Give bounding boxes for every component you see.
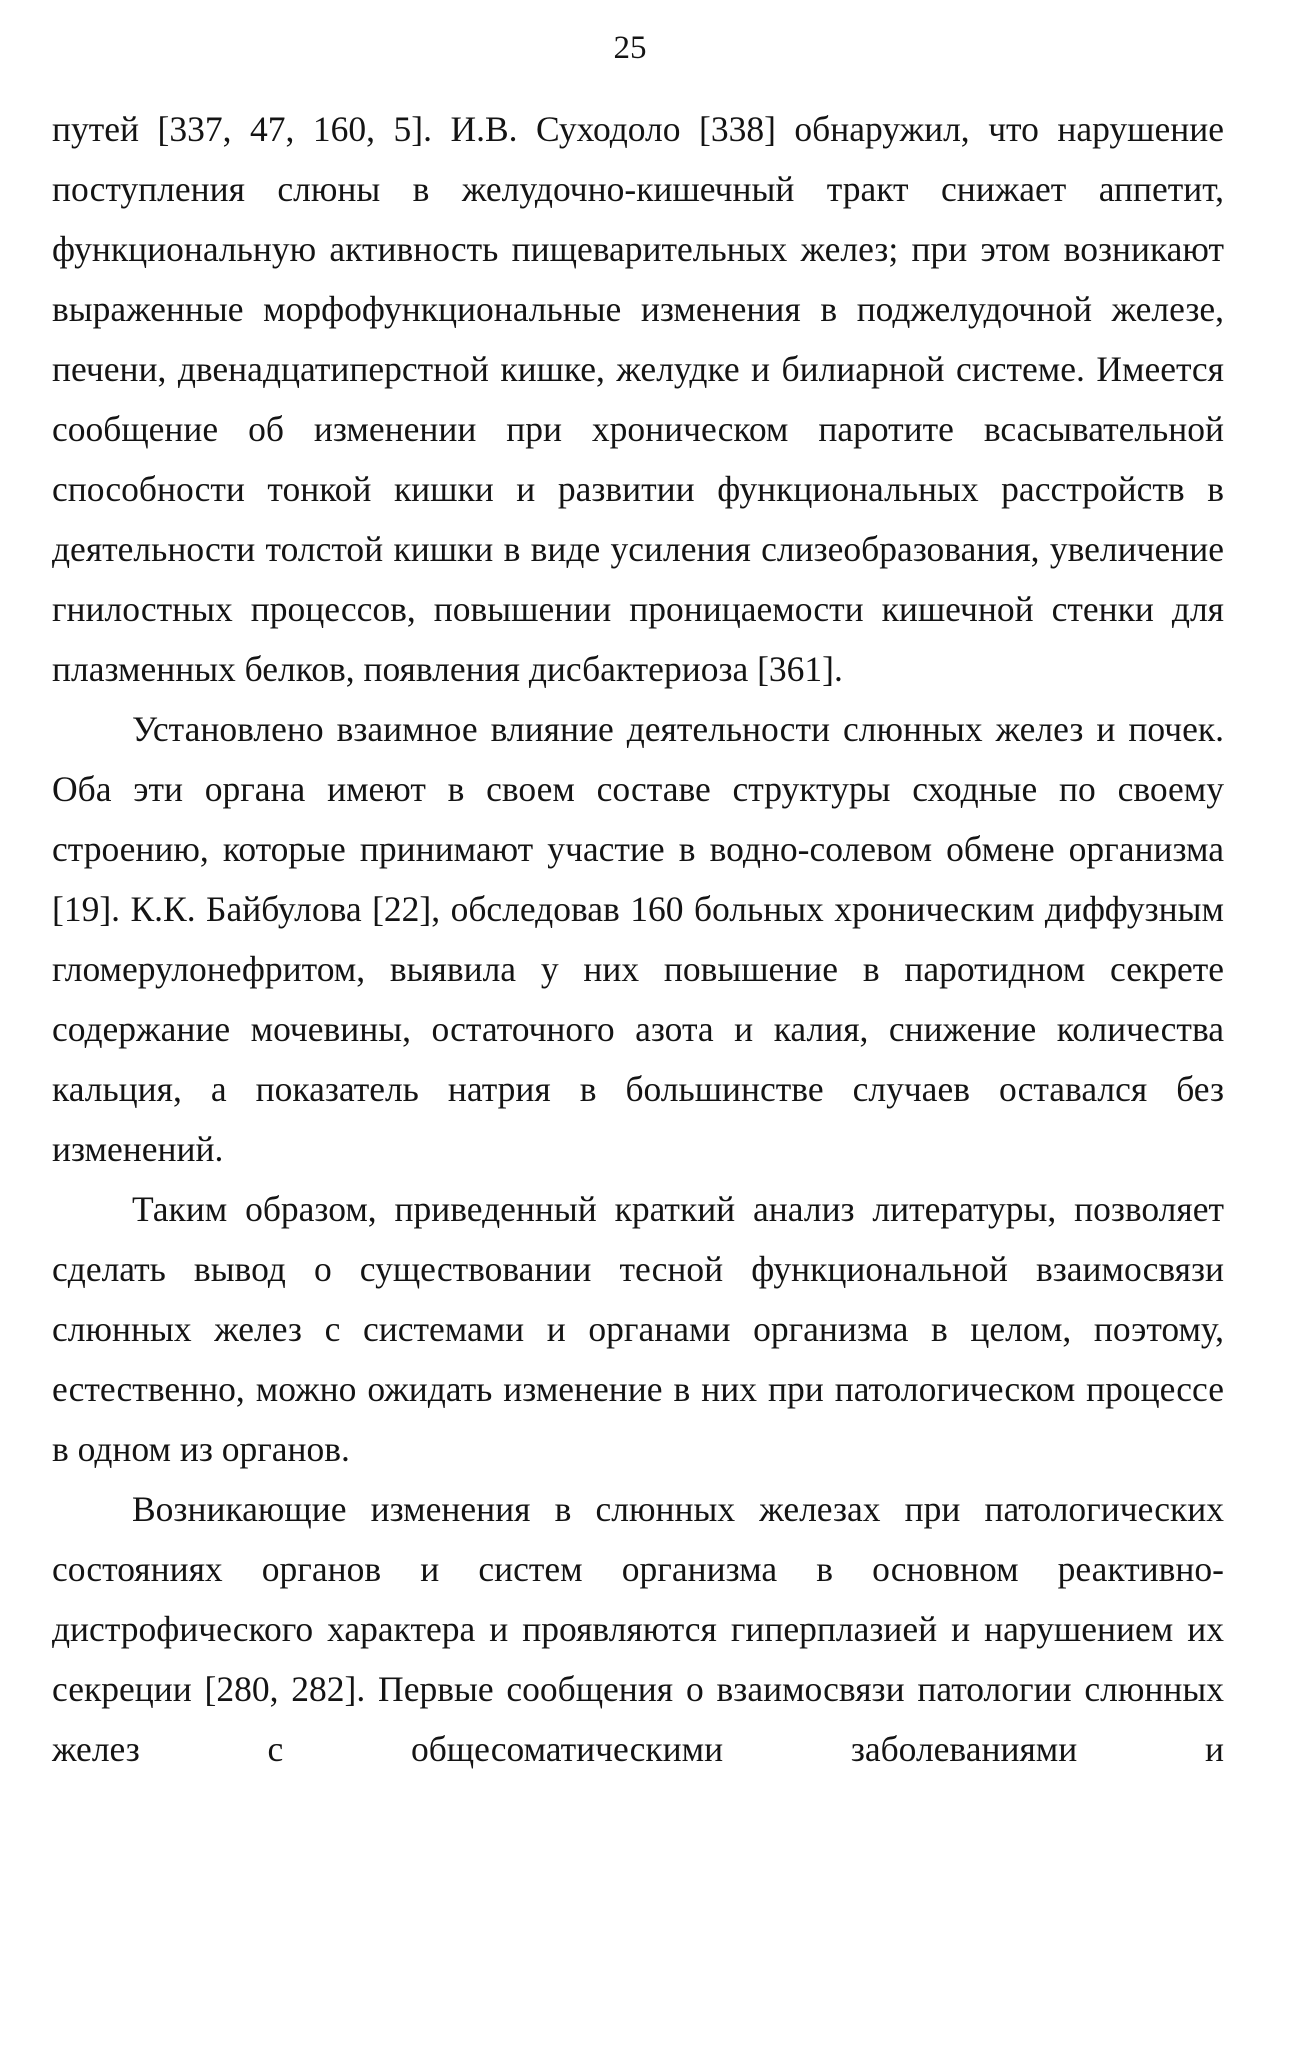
paragraph-3: Таким образом, приведенный краткий анализ литературы, позволяет сделать вывод о существовании тесной функциональной взаимосвязи слюнных желез с системами и органами организма в целом, поэтому, естественно, можно ожидать изменение в них при патологическом процессе в одном из органов. xyxy=(52,1189,1224,1469)
page-number: 25 xyxy=(613,30,647,66)
paragraph-2: Установлено взаимное влияние деятельности слюнных желез и почек. Оба эти органа имеют в своем составе структуры сходные по своему строению, которые принимают участие в водно-солевом обмене организма [19]. К.К. Байбулова [22], обследовав 160 больных хроническим диффузным гломерулонефритом, выявила у них повышение в паротидном секрете содержание мочевины, остаточного азота и калия, снижение количества кальция, а показатель натрия в большинстве случаев оставался без изменений. xyxy=(52,709,1224,1169)
paragraph-1: путей [337, 47, 160, 5]. И.В. Суходоло [338] обнаружил, что нарушение поступления слюны в желудочно-кишечный тракт снижает аппетит, функциональную активность пищеварительных желез; при этом возникают выраженные морфофункциональные изменения в поджелудочной железе, печени, двенадцатиперстной кишке, желудке и билиарной системе. Имеется сообщение об изменении при хроническом паротите всасывательной способности тонкой кишки и развитии функциональных расстройств в деятельности толстой кишки в виде усиления слизеобразования, увеличение гнилостных процессов, повышении проницаемости кишечной стенки для плазменных белков, появления дисбактериоза [361]. xyxy=(52,109,1224,689)
text-body xyxy=(52,99,1224,1779)
paragraph-4: Возникающие изменения в слюнных железах при патологических состояниях органов и систем организма в основном реактивно-дистрофического характера и проявляются гиперплазией и нарушением их секреции [280, 282]. Первые сообщения о взаимосвязи патологии слюнных желез с общесоматическими заболеваниями и xyxy=(52,1489,1224,1769)
